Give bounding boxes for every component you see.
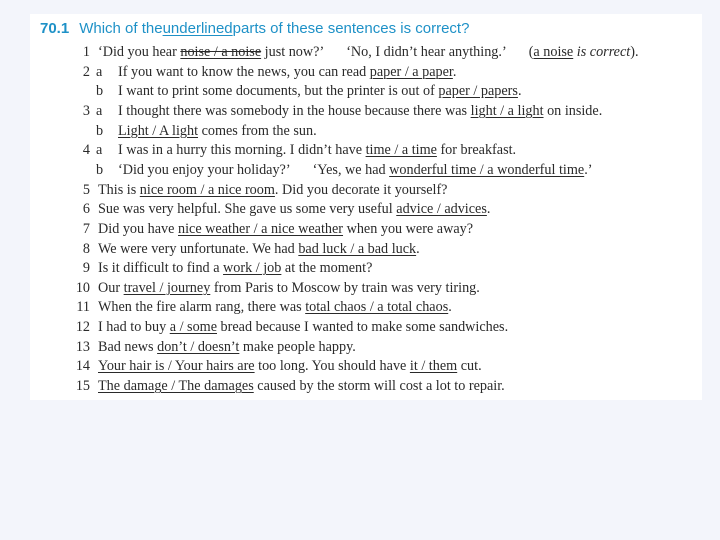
sentence-text: comes from the sun. <box>198 122 317 139</box>
sentence-text: Is it difficult to find a <box>98 260 224 277</box>
item-sentence <box>98 357 482 377</box>
exercise-title-underlined: underlined <box>162 20 233 37</box>
exercise-header <box>40 20 469 42</box>
item-sentence <box>98 240 420 260</box>
sentence-text: Did you have <box>98 220 178 237</box>
sentence-text: We were very unfortunate. We had <box>98 240 299 257</box>
item-number: 12 <box>75 319 90 336</box>
sentence-text: . Did you decorate it yourself? <box>274 181 448 198</box>
underlined-choice: time / a time <box>365 142 437 159</box>
sentence-text: on inside. <box>543 102 603 119</box>
sentence-text: ( <box>528 44 534 60</box>
item-number: 4 <box>82 142 90 159</box>
item-number: 10 <box>75 279 90 296</box>
underlined-choice: paper / a paper <box>369 63 453 80</box>
exercise-sheet <box>30 14 702 400</box>
item-number: 3 <box>82 102 90 119</box>
item-sentence <box>98 298 452 318</box>
sentence-text: I was in a hurry this morning. I didn’t have <box>118 142 366 159</box>
item-sentence <box>118 122 317 142</box>
sentence-text: . <box>452 63 457 80</box>
italic-note: is correct <box>573 44 631 60</box>
sentence-text: Bad news <box>98 338 158 355</box>
sentence-text: make people happy. <box>239 338 356 355</box>
item-sentence <box>98 43 639 63</box>
sentence-text: ‘Yes, we had <box>312 161 390 178</box>
exercise-item <box>30 298 702 318</box>
item-sentence <box>98 318 508 338</box>
underlined-choice: wonderful time / a wonderful time <box>389 161 585 178</box>
exercise-item <box>30 357 702 377</box>
sentence-text: .’ <box>584 161 593 178</box>
exercise-item <box>30 220 702 240</box>
underlined-choice: work / job <box>223 260 282 277</box>
item-number: 6 <box>82 201 90 218</box>
item-number: 9 <box>82 260 90 277</box>
item-letter: a <box>96 142 103 159</box>
item-sentence <box>118 161 592 181</box>
exercise-item <box>30 338 702 358</box>
sentence-text: bread because I wanted to make some sandwiches. <box>217 319 509 336</box>
item-sentence <box>118 82 521 102</box>
sentence-text: If you want to know the news, you can read <box>118 63 370 80</box>
sentence-text: . <box>448 299 452 316</box>
exercise-item <box>30 122 702 142</box>
exercise-item <box>30 181 702 201</box>
sentence-text: just now?’ <box>261 44 325 60</box>
sentence-text: at the moment? <box>281 260 373 277</box>
exercise-item <box>30 161 702 181</box>
sentence-text: too long. You should have <box>254 358 410 375</box>
sentence-text: caused by the storm will cost a lot to repair. <box>253 378 505 395</box>
underlined-choice: paper / papers <box>438 83 518 100</box>
underlined-choice: Your hair is / Your hairs are <box>98 358 255 375</box>
underlined-choice: total chaos / a total chaos <box>305 299 449 316</box>
sentence-text: when you were away? <box>343 220 474 237</box>
sentence-text: Our <box>98 279 124 296</box>
item-sentence <box>118 102 602 122</box>
item-sentence <box>98 181 447 201</box>
exercise-number: 70.1 <box>40 20 70 37</box>
sentence-text: cut. <box>457 358 482 375</box>
exercise-item <box>30 240 702 260</box>
item-sentence <box>98 200 490 220</box>
underlined-choice: advice / advices <box>396 201 487 218</box>
sentence-text: ‘Did you enjoy your holiday?’ <box>118 161 291 178</box>
underlined-choice: noise / a noise <box>180 44 262 60</box>
item-sentence <box>98 279 480 299</box>
item-number: 15 <box>75 378 90 395</box>
sentence-text: ‘No, I didn’t hear anything.’ <box>346 44 507 60</box>
sentence-text: I thought there was somebody in the house because there was <box>118 102 471 119</box>
sentence-text: from Paris to Moscow by train was very tiring. <box>210 279 480 296</box>
sentence-text: When the fire alarm rang, there was <box>98 299 306 316</box>
exercise-item <box>30 200 702 220</box>
exercise-item <box>30 318 702 338</box>
item-sentence <box>118 63 456 83</box>
item-sentence <box>98 259 372 279</box>
item-number: 13 <box>75 338 90 355</box>
sentence-text: . <box>486 201 491 218</box>
exercise-item <box>30 82 702 102</box>
item-sentence <box>98 377 505 397</box>
item-number: 8 <box>82 240 90 257</box>
sentence-text: for breakfast. <box>436 142 517 159</box>
item-sentence <box>98 220 473 240</box>
item-letter: b <box>96 83 104 100</box>
underlined-choice: nice room / a nice room <box>139 181 275 198</box>
sentence-text: ‘Did you hear <box>98 44 181 60</box>
underlined-choice: nice weather / a nice weather <box>178 220 344 237</box>
item-number: 2 <box>82 63 90 80</box>
item-letter: b <box>96 122 104 139</box>
underlined-choice: The damage / The damages <box>98 378 254 395</box>
sentence-text: I had to buy <box>98 319 170 336</box>
underlined-choice: Light / A light <box>118 122 199 139</box>
item-number: 5 <box>82 181 90 198</box>
underlined-choice: bad luck / a bad luck <box>298 240 417 257</box>
exercise-item <box>30 279 702 299</box>
exercise-item <box>30 141 702 161</box>
item-number: 7 <box>82 220 90 237</box>
sentence-text: ). <box>630 44 639 60</box>
item-sentence <box>98 338 356 358</box>
underlined-choice: travel / journey <box>123 279 211 296</box>
exercise-item <box>30 43 702 63</box>
sentence-text: This is <box>98 181 140 198</box>
sentence-text: . <box>416 240 420 257</box>
item-letter: a <box>96 63 103 80</box>
exercise-item <box>30 377 702 397</box>
exercise-item <box>30 259 702 279</box>
underlined-choice: it / them <box>409 358 458 375</box>
item-number: 11 <box>76 299 90 316</box>
exercise-title-post: parts of these sentences is correct? <box>232 20 470 37</box>
item-number: 1 <box>82 44 90 60</box>
sentence-text: I want to print some documents, but the printer is out of <box>118 83 439 100</box>
underlined-choice: a noise <box>533 44 574 60</box>
exercise-item <box>30 63 702 83</box>
sentence-text: Sue was very helpful. She gave us some very useful <box>98 201 397 218</box>
item-letter: b <box>96 161 104 178</box>
sentence-text: . <box>517 83 522 100</box>
item-sentence <box>118 141 516 161</box>
item-number: 14 <box>75 358 90 375</box>
item-letter: a <box>96 102 103 119</box>
underlined-choice: don’t / doesn’t <box>157 338 240 355</box>
underlined-choice: a / some <box>169 319 217 336</box>
exercise-title-pre: Which of the <box>79 20 163 37</box>
underlined-choice: light / a light <box>470 102 544 119</box>
exercise-item <box>30 102 702 122</box>
